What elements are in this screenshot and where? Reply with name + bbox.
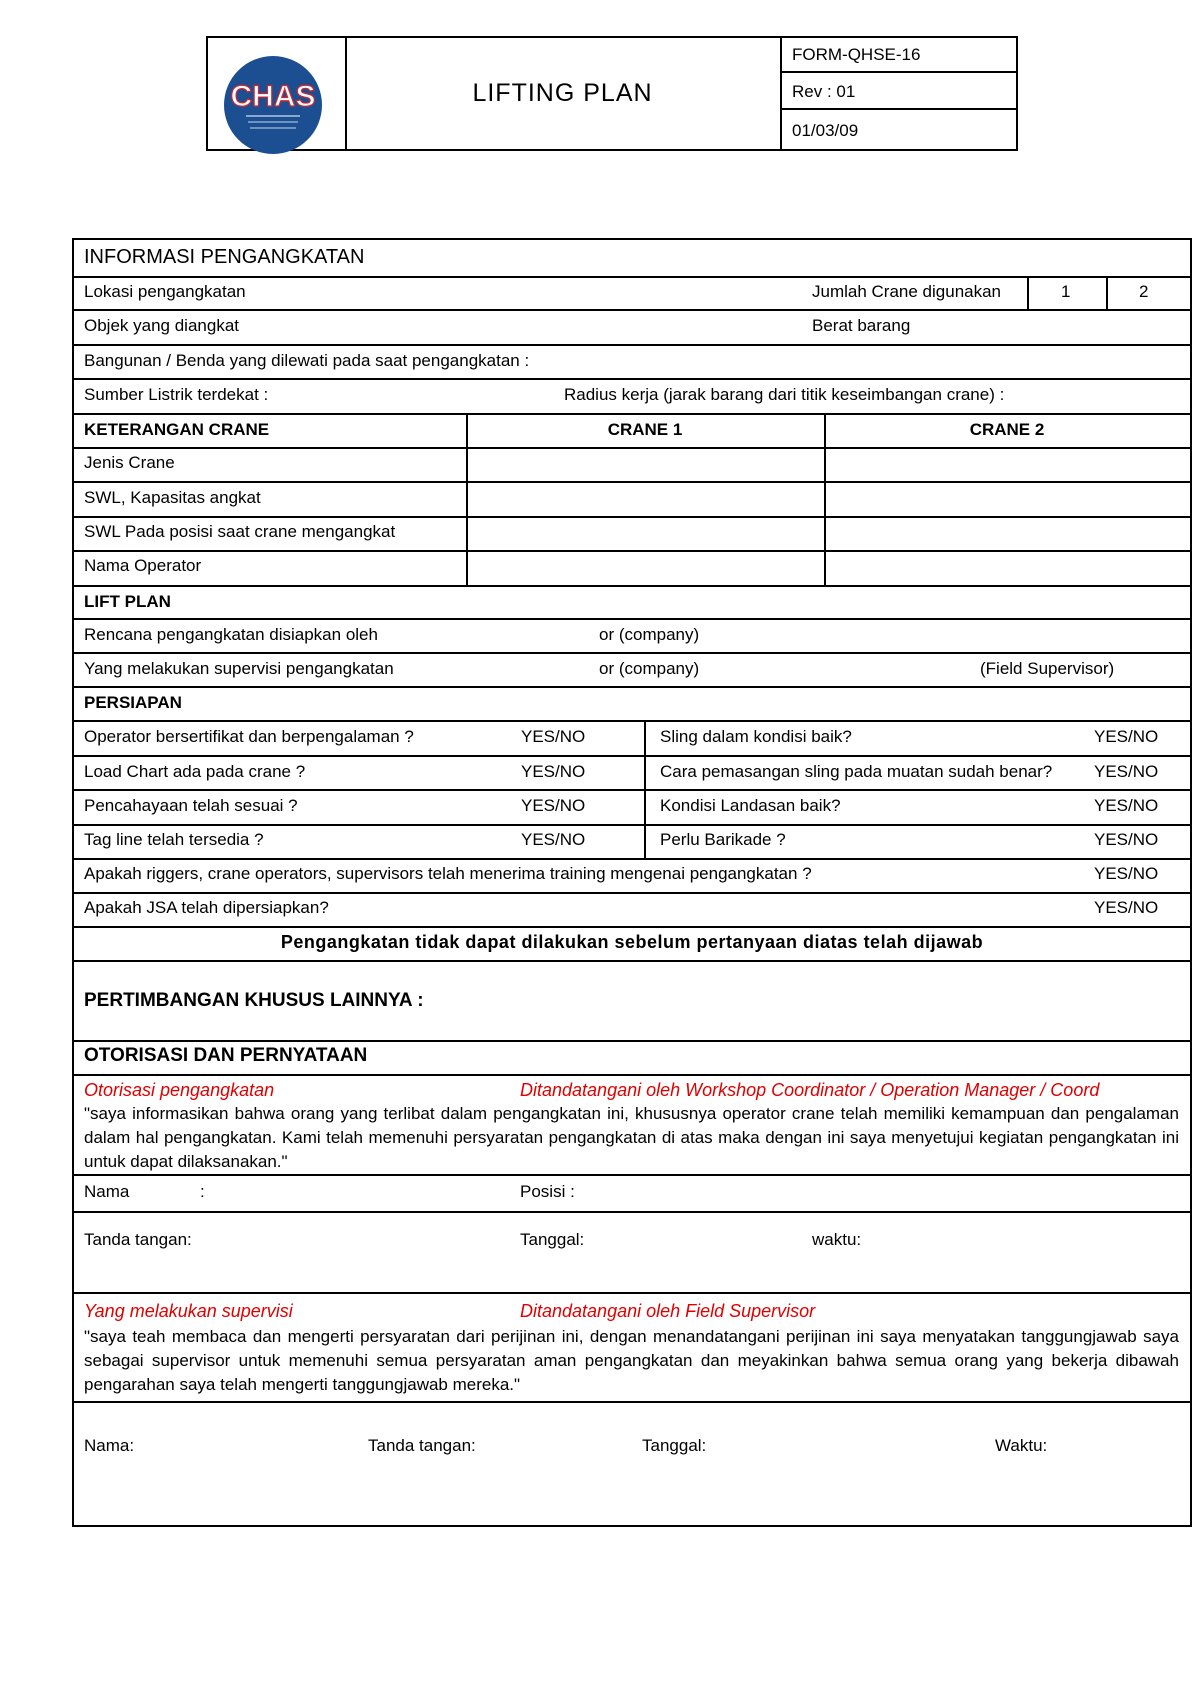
form-title: LIFTING PLAN xyxy=(345,38,782,149)
lokasi-label: Lokasi pengangkatan xyxy=(84,282,246,301)
sumber-listrik-label: Sumber Listrik terdekat : xyxy=(84,385,269,404)
waktu-field-label: Waktu: xyxy=(995,1436,1048,1455)
nama-field-label: Nama: xyxy=(84,1436,135,1455)
logo-text: CHAS xyxy=(230,80,316,113)
supervisi-section-label: Yang melakukan supervisi xyxy=(84,1301,293,1321)
lifting-form xyxy=(72,238,1192,1527)
lift-plan-heading: LIFT PLAN xyxy=(84,592,171,611)
form-code: FORM-QHSE-16 xyxy=(782,38,1016,73)
crane-row-swl-posisi: SWL Pada posisi saat crane mengangkat xyxy=(84,522,396,541)
rencana-company: or (company) xyxy=(599,625,700,644)
tanggal-label: Tanggal: xyxy=(520,1230,585,1249)
supervisi-label: Yang melakukan supervisi pengangkatan xyxy=(84,659,394,678)
persiapan-left-item: Load Chart ada pada crane ? xyxy=(84,762,306,781)
pertimbangan-heading: PERTIMBANGAN KHUSUS LAINNYA : xyxy=(84,990,424,1011)
yesno-field[interactable]: YES/NO xyxy=(521,762,586,781)
supervisi-company: or (company) xyxy=(599,659,700,678)
radius-kerja-label: Radius kerja (jarak barang dari titik keseimbangan crane) : xyxy=(564,385,1005,404)
otorisasi-label: Otorisasi pengangkatan xyxy=(84,1080,275,1100)
crane-count-option-1[interactable]: 1 xyxy=(1061,282,1071,301)
persiapan-left-item: Tag line telah tersedia ? xyxy=(84,830,264,849)
persiapan-left-item: Pencahayaan telah sesuai ? xyxy=(84,796,298,815)
crane-1-header: CRANE 1 xyxy=(607,420,683,439)
crane-count-option-2[interactable]: 2 xyxy=(1139,282,1149,301)
persiapan-left-item: Operator bersertifikat dan berpengalaman ? xyxy=(84,727,414,746)
persiapan-right-item: Sling dalam kondisi baik? xyxy=(660,727,852,746)
chas-logo xyxy=(224,56,322,154)
otorisasi-signer: Ditandatangani oleh Workshop Coordinator / Operation Manager / Coord xyxy=(520,1080,1100,1100)
tanggal-field-label: Tanggal: xyxy=(642,1436,707,1455)
field-supervisor-label: (Field Supervisor) xyxy=(980,659,1115,678)
crane-heading: KETERANGAN CRANE xyxy=(84,420,270,439)
supervisi-signer: Ditandatangani oleh Field Supervisor xyxy=(520,1301,816,1321)
persiapan-right-item: Kondisi Landasan baik? xyxy=(660,796,841,815)
jumlah-crane-label: Jumlah Crane digunakan xyxy=(812,282,1002,301)
otorisasi-statement: "saya informasikan bahwa orang yang terlibat dalam pengangkatan ini, khususnya operator crane telah memiliki kemampuan dan pengalaman dalam hal pengangkatan. Kami telah memenuhi persyaratan pengangkatan di atas maka dengan ini saya menyetujui kegiatan pengangkatan ini untuk dapat dilaksanakan." xyxy=(84,1104,1179,1171)
waktu-label: waktu: xyxy=(812,1230,862,1249)
rencana-label: Rencana pengangkatan disiapkan oleh xyxy=(84,625,378,644)
otorisasi-heading: OTORISASI DAN PERNYATAAN xyxy=(84,1045,368,1066)
crane-row-swl: SWL, Kapasitas angkat xyxy=(84,488,261,507)
jsa-question: Apakah JSA telah dipersiapkan? xyxy=(84,898,329,917)
crane-row-operator: Nama Operator xyxy=(84,556,202,575)
yesno-field[interactable]: YES/NO xyxy=(1094,898,1159,917)
training-question: Apakah riggers, crane operators, supervisors telah menerima training mengenai pengangkatan ? xyxy=(84,864,812,883)
persiapan-right-item: Cara pemasangan sling pada muatan sudah benar? xyxy=(660,762,1053,781)
yesno-field[interactable]: YES/NO xyxy=(1094,727,1159,746)
tanda-tangan-field-label: Tanda tangan: xyxy=(368,1436,476,1455)
form-header xyxy=(206,36,1018,151)
info-heading: INFORMASI PENGANGKATAN xyxy=(84,246,365,268)
yesno-field[interactable]: YES/NO xyxy=(521,796,586,815)
yesno-field[interactable]: YES/NO xyxy=(1094,864,1159,883)
logo-cell xyxy=(208,38,347,149)
objek-label: Objek yang diangkat xyxy=(84,316,239,335)
tanda-tangan-label: Tanda tangan: xyxy=(84,1230,192,1249)
persiapan-right-item: Perlu Barikade ? xyxy=(660,830,786,849)
form-revision: Rev : 01 xyxy=(782,75,1016,110)
persiapan-heading: PERSIAPAN xyxy=(84,693,182,712)
crane-2-header: CRANE 2 xyxy=(969,420,1045,439)
yesno-field[interactable]: YES/NO xyxy=(521,727,586,746)
form-date: 01/03/09 xyxy=(792,120,859,140)
yesno-field[interactable]: YES/NO xyxy=(521,830,586,849)
nama-colon: : xyxy=(200,1182,205,1201)
warning-notice: Pengangkatan tidak dapat dilakukan sebelum pertanyaan diatas telah dijawab xyxy=(280,932,984,952)
supervisi-statement: "saya teah membaca dan mengerti persyaratan dari perijinan ini, dengan menandatangani perijinan ini saya menyatakan tanggungjawab saya sebagai supervisor untuk memenuhi semua persyaratan aman pengangkatan dan meyakinkan bahwa semua orang yang bekerja dibawah pengarahan saya telah mengerti tanggungjawab mereka." xyxy=(84,1327,1179,1394)
posisi-label: Posisi : xyxy=(520,1182,575,1201)
crane-row-jenis: Jenis Crane xyxy=(84,453,175,472)
yesno-field[interactable]: YES/NO xyxy=(1094,762,1159,781)
yesno-field[interactable]: YES/NO xyxy=(1094,830,1159,849)
nama-label: Nama xyxy=(84,1182,130,1201)
berat-label: Berat barang xyxy=(812,316,911,335)
yesno-field[interactable]: YES/NO xyxy=(1094,796,1159,815)
bangunan-label: Bangunan / Benda yang dilewati pada saat pengangkatan : xyxy=(84,351,530,370)
